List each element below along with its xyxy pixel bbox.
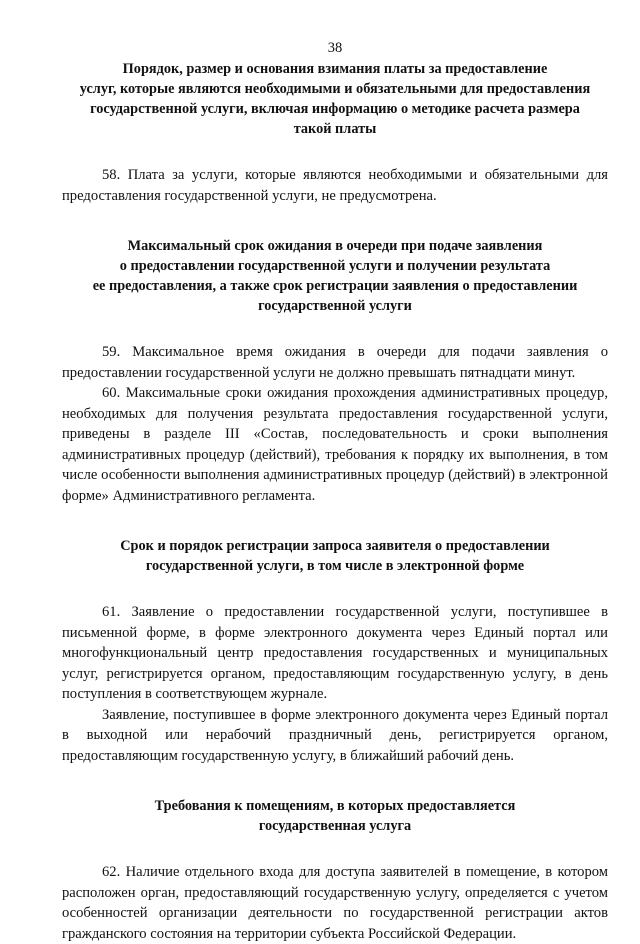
page-number: 38	[327, 40, 343, 56]
heading-line: Порядок, размер и основания взимания платы за предоставление	[122, 61, 548, 77]
paragraph-61-continuation: Заявление, поступившее в форме электронного документа через Единый портал в выходной или нерабочий праздничный день, регистрируется органом, предоставляющим государственную услугу, в ближайший рабочий день.	[62, 706, 608, 764]
heading-line: государственной услуги	[258, 298, 412, 314]
section-heading-registration	[62, 536, 608, 576]
paragraph-59: 59. Максимальное время ожидания в очереди для подачи заявления о предоставлении государственной услуги не должно превышать пятнадцати минут.	[62, 344, 608, 381]
paragraph-62: 62. Наличие отдельного входа для доступа заявителей в помещение, в котором расположен орган, предоставляющий государственную услугу, определяется с учетом особенностей организации деятельности по государственной регистрации актов гражданского состояния на территории субъекта Российской Федерации.	[62, 864, 608, 942]
document-page	[62, 38, 608, 944]
paragraph-58: 58. Плата за услуги, которые являются необходимыми и обязательными для предоставления государственной услуги, не предусмотрена.	[62, 167, 608, 204]
paragraph-60: 60. Максимальные сроки ожидания прохождения административных процедур, необходимых для получения результата предоставления государственной услуги, приведены в разделе III «Состав, последовательность и сроки выполнения административных процедур (действий), требования к порядку их выполнения, в том числе особенности выполнения административных процедур (действий) в электронной форме» Административного регламента.	[62, 385, 608, 504]
section-heading-premises	[62, 796, 608, 836]
heading-line: государственной услуги, в том числе в электронной форме	[145, 558, 525, 574]
paragraph-61: 61. Заявление о предоставлении государственной услуги, поступившее в письменной форме, в форме электронного документа через Единый портал или многофункциональный центр предоставления государственных и муниципальных услуг, регистрируется органом, предоставляющим государственную услугу, в день поступления в соответствующем журнале.	[62, 604, 608, 702]
heading-line: Требования к помещениям, в которых предоставляется	[154, 798, 516, 814]
heading-line: Максимальный срок ожидания в очереди при подаче заявления	[127, 238, 543, 254]
heading-line: такой платы	[293, 121, 377, 137]
heading-line: ее предоставления, а также срок регистрации заявления о предоставлении	[92, 278, 578, 294]
heading-line: услуг, которые являются необходимыми и обязательными для предоставления	[79, 81, 591, 97]
heading-line: государственной услуги, включая информацию о методике расчета размера	[90, 101, 580, 117]
heading-line: о предоставлении государственной услуги и получении результата	[119, 258, 551, 274]
heading-line: Срок и порядок регистрации запроса заявителя о предоставлении	[120, 538, 550, 554]
section-heading-fee	[62, 59, 608, 139]
section-heading-queue-time	[62, 236, 608, 316]
heading-line: государственная услуга	[258, 818, 412, 834]
